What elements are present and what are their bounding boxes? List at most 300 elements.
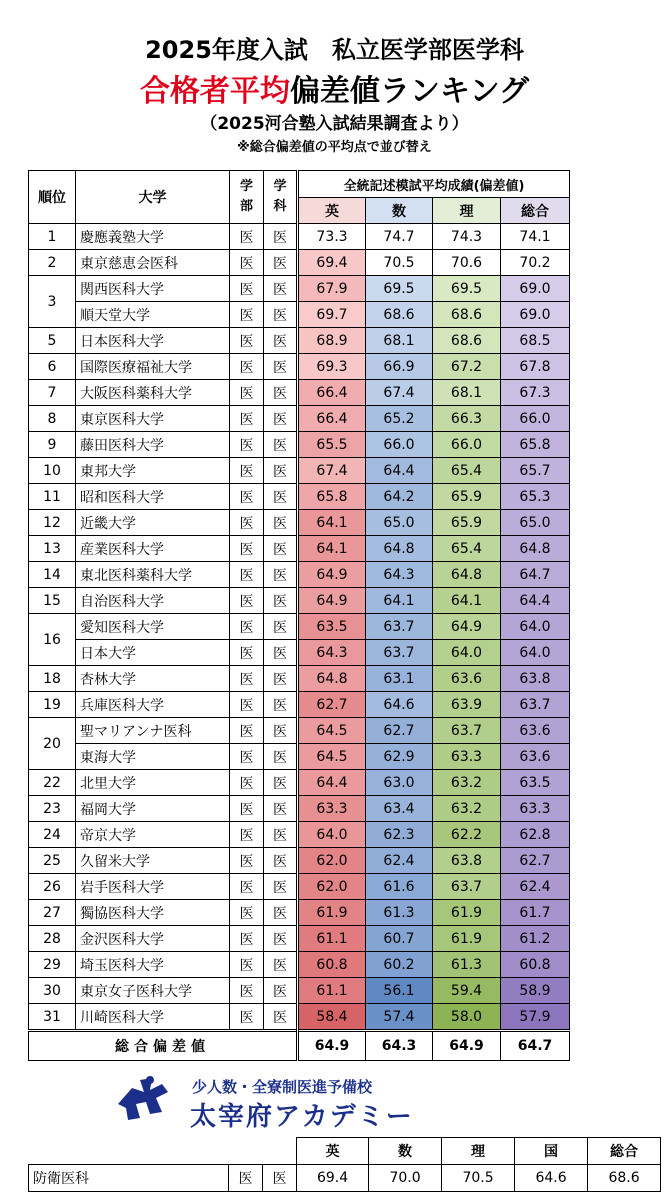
bottom-header-total: 総合 <box>588 1138 661 1165</box>
faculty-cell: 医 <box>230 250 264 276</box>
total-score-cell: 63.5 <box>501 770 570 796</box>
table-row <box>29 484 570 510</box>
science-score-cell: 61.9 <box>433 900 501 926</box>
faculty-cell: 医 <box>230 744 264 770</box>
math-score-cell: 64.1 <box>366 588 433 614</box>
math-score-cell: 66.9 <box>366 354 433 380</box>
department-cell: 医 <box>264 328 298 354</box>
department-cell: 医 <box>264 744 298 770</box>
science-score-cell: 63.3 <box>433 744 501 770</box>
department-cell: 医 <box>264 406 298 432</box>
science-score-cell: 62.2 <box>433 822 501 848</box>
department-cell: 医 <box>264 354 298 380</box>
university-cell: 東海大学 <box>76 744 230 770</box>
total-score-cell: 57.9 <box>501 1004 570 1031</box>
science-score-cell: 69.5 <box>433 276 501 302</box>
total-score-cell: 65.8 <box>501 432 570 458</box>
bottom-table <box>28 1137 661 1192</box>
english-score-cell: 63.3 <box>298 796 366 822</box>
department-cell: 医 <box>264 848 298 874</box>
title-line1: 2025年度入試 私立医学部医学科 <box>145 36 524 64</box>
department-cell: 医 <box>264 276 298 302</box>
math-score-cell: 62.7 <box>366 718 433 744</box>
english-score-cell: 64.0 <box>298 822 366 848</box>
table-row <box>29 302 570 328</box>
faculty-cell: 医 <box>230 874 264 900</box>
total-score-cell: 69.0 <box>501 302 570 328</box>
rank-cell: 12 <box>29 510 76 536</box>
science-score-cell: 63.2 <box>433 770 501 796</box>
faculty-cell: 医 <box>230 458 264 484</box>
title-black-part: 偏差値ランキング <box>289 74 530 109</box>
university-cell: 杏林大学 <box>76 666 230 692</box>
english-score-cell: 62.0 <box>298 874 366 900</box>
math-score-cell: 61.3 <box>366 900 433 926</box>
math-score-cell: 63.0 <box>366 770 433 796</box>
science-score-cell: 64.0 <box>433 640 501 666</box>
department-cell: 医 <box>264 796 298 822</box>
header-english: 英 <box>298 198 366 224</box>
department-cell: 医 <box>264 510 298 536</box>
university-cell: 日本大学 <box>76 640 230 666</box>
english-score-cell: 67.4 <box>298 458 366 484</box>
title-source: （2025河合塾入試結果調査より） <box>200 114 469 134</box>
english-score-cell: 66.4 <box>298 406 366 432</box>
total-score-cell: 58.9 <box>501 978 570 1004</box>
department-cell: 医 <box>264 588 298 614</box>
math-score-cell: 68.6 <box>366 302 433 328</box>
bottom-university: 防衛医科 <box>29 1165 229 1192</box>
math-score-cell: 56.1 <box>366 978 433 1004</box>
science-score-cell: 63.6 <box>433 666 501 692</box>
rank-cell: 28 <box>29 926 76 952</box>
english-score-cell: 65.5 <box>298 432 366 458</box>
academy-logo <box>110 1074 530 1132</box>
bottom-faculty: 医 <box>229 1165 263 1192</box>
total-score-cell: 64.8 <box>501 536 570 562</box>
english-score-cell: 61.9 <box>298 900 366 926</box>
department-cell: 医 <box>264 562 298 588</box>
header-faculty: 学 部 <box>230 171 264 224</box>
faculty-cell: 医 <box>230 978 264 1004</box>
department-cell: 医 <box>264 978 298 1004</box>
rank-cell: 23 <box>29 796 76 822</box>
university-cell: 川崎医科大学 <box>76 1004 230 1031</box>
table-row <box>29 250 570 276</box>
english-score-cell: 64.9 <box>298 588 366 614</box>
rank-cell: 10 <box>29 458 76 484</box>
department-cell: 医 <box>264 224 298 250</box>
header-scores: 全統記述模試平均成績(偏差値) <box>298 171 570 198</box>
english-score-cell: 64.1 <box>298 536 366 562</box>
table-row <box>29 822 570 848</box>
total-score-cell: 63.6 <box>501 744 570 770</box>
faculty-cell: 医 <box>230 822 264 848</box>
english-score-cell: 62.0 <box>298 848 366 874</box>
english-score-cell: 64.1 <box>298 510 366 536</box>
table-row <box>29 900 570 926</box>
math-score-cell: 63.7 <box>366 614 433 640</box>
faculty-cell: 医 <box>230 432 264 458</box>
university-cell: 東京医科大学 <box>76 406 230 432</box>
table-row <box>29 770 570 796</box>
university-cell: 近畿大学 <box>76 510 230 536</box>
faculty-cell: 医 <box>230 380 264 406</box>
total-score-cell: 61.7 <box>501 900 570 926</box>
university-cell: 久留米大学 <box>76 848 230 874</box>
header-science: 理 <box>433 198 501 224</box>
rank-cell: 26 <box>29 874 76 900</box>
faculty-cell: 医 <box>230 848 264 874</box>
faculty-cell: 医 <box>230 900 264 926</box>
math-score-cell: 62.9 <box>366 744 433 770</box>
rank-cell: 7 <box>29 380 76 406</box>
bottom-math: 70.0 <box>369 1165 442 1192</box>
header-total: 総合 <box>501 198 570 224</box>
english-score-cell: 64.5 <box>298 744 366 770</box>
math-score-cell: 70.5 <box>366 250 433 276</box>
department-cell: 医 <box>264 770 298 796</box>
table-row <box>29 848 570 874</box>
math-score-cell: 62.4 <box>366 848 433 874</box>
table-row <box>29 328 570 354</box>
faculty-cell: 医 <box>230 588 264 614</box>
total-score-cell: 68.5 <box>501 328 570 354</box>
math-score-cell: 61.6 <box>366 874 433 900</box>
table-row <box>29 224 570 250</box>
faculty-cell: 医 <box>230 354 264 380</box>
science-score-cell: 61.3 <box>433 952 501 978</box>
university-cell: 大阪医科薬科大学 <box>76 380 230 406</box>
math-score-cell: 63.4 <box>366 796 433 822</box>
university-cell: 藤田医科大学 <box>76 432 230 458</box>
total-score-cell: 63.3 <box>501 796 570 822</box>
total-score-cell: 64.4 <box>501 588 570 614</box>
math-score-cell: 67.4 <box>366 380 433 406</box>
science-score-cell: 65.9 <box>433 484 501 510</box>
title-red-part: 合格者平均 <box>139 74 290 109</box>
english-score-cell: 61.1 <box>298 978 366 1004</box>
total-score-cell: 67.3 <box>501 380 570 406</box>
science-score-cell: 64.1 <box>433 588 501 614</box>
science-score-cell: 63.7 <box>433 718 501 744</box>
faculty-cell: 医 <box>230 926 264 952</box>
total-score-cell: 63.8 <box>501 666 570 692</box>
rank-cell: 13 <box>29 536 76 562</box>
rank-cell: 15 <box>29 588 76 614</box>
science-score-cell: 70.6 <box>433 250 501 276</box>
university-cell: 帝京大学 <box>76 822 230 848</box>
faculty-cell: 医 <box>230 718 264 744</box>
science-score-cell: 65.4 <box>433 536 501 562</box>
math-score-cell: 66.0 <box>366 432 433 458</box>
math-score-cell: 63.7 <box>366 640 433 666</box>
rank-cell: 29 <box>29 952 76 978</box>
rank-cell: 19 <box>29 692 76 718</box>
math-score-cell: 64.2 <box>366 484 433 510</box>
rank-cell: 8 <box>29 406 76 432</box>
table-row <box>29 666 570 692</box>
department-cell: 医 <box>264 536 298 562</box>
math-score-cell: 74.7 <box>366 224 433 250</box>
footer-math: 64.3 <box>366 1031 433 1061</box>
english-score-cell: 67.9 <box>298 276 366 302</box>
total-score-cell: 64.7 <box>501 562 570 588</box>
department-cell: 医 <box>264 718 298 744</box>
footer-science: 64.9 <box>433 1031 501 1061</box>
university-cell: 自治医科大学 <box>76 588 230 614</box>
bottom-department: 医 <box>263 1165 297 1192</box>
math-score-cell: 65.0 <box>366 510 433 536</box>
science-score-cell: 61.9 <box>433 926 501 952</box>
university-cell: 福岡大学 <box>76 796 230 822</box>
table-row <box>29 276 570 302</box>
science-score-cell: 63.2 <box>433 796 501 822</box>
english-score-cell: 68.9 <box>298 328 366 354</box>
university-cell: 兵庫医科大学 <box>76 692 230 718</box>
sort-note: ※総合偏差値の平均点で並び替え <box>237 140 432 155</box>
table-row <box>29 536 570 562</box>
bottom-english: 69.4 <box>297 1165 369 1192</box>
rank-cell: 16 <box>29 614 76 666</box>
table-row <box>29 926 570 952</box>
science-score-cell: 65.9 <box>433 510 501 536</box>
department-cell: 医 <box>264 640 298 666</box>
math-score-cell: 64.8 <box>366 536 433 562</box>
science-score-cell: 65.4 <box>433 458 501 484</box>
science-score-cell: 63.9 <box>433 692 501 718</box>
faculty-cell: 医 <box>230 406 264 432</box>
university-cell: 日本医科大学 <box>76 328 230 354</box>
english-score-cell: 60.8 <box>298 952 366 978</box>
table-row <box>29 510 570 536</box>
rank-cell: 5 <box>29 328 76 354</box>
total-score-cell: 63.6 <box>501 718 570 744</box>
science-score-cell: 63.8 <box>433 848 501 874</box>
science-score-cell: 66.3 <box>433 406 501 432</box>
faculty-cell: 医 <box>230 614 264 640</box>
faculty-cell: 医 <box>230 224 264 250</box>
table-row <box>29 380 570 406</box>
table-row <box>29 458 570 484</box>
department-cell: 医 <box>264 692 298 718</box>
header-university: 大学 <box>76 171 230 224</box>
faculty-cell: 医 <box>230 276 264 302</box>
science-score-cell: 64.8 <box>433 562 501 588</box>
title-line2 <box>0 66 669 110</box>
university-cell: 岩手医科大学 <box>76 874 230 900</box>
science-score-cell: 58.0 <box>433 1004 501 1031</box>
faculty-cell: 医 <box>230 666 264 692</box>
faculty-cell: 医 <box>230 692 264 718</box>
table-row <box>29 588 570 614</box>
english-score-cell: 64.9 <box>298 562 366 588</box>
science-score-cell: 68.6 <box>433 328 501 354</box>
rank-cell: 14 <box>29 562 76 588</box>
total-score-cell: 60.8 <box>501 952 570 978</box>
total-score-cell: 69.0 <box>501 276 570 302</box>
math-score-cell: 64.6 <box>366 692 433 718</box>
bottom-header-japanese: 国 <box>515 1138 588 1165</box>
math-score-cell: 64.4 <box>366 458 433 484</box>
university-cell: 東邦大学 <box>76 458 230 484</box>
faculty-cell: 医 <box>230 562 264 588</box>
department-cell: 医 <box>264 1004 298 1031</box>
science-score-cell: 64.9 <box>433 614 501 640</box>
department-cell: 医 <box>264 822 298 848</box>
total-score-cell: 64.0 <box>501 640 570 666</box>
university-cell: 国際医療福祉大学 <box>76 354 230 380</box>
university-cell: 東北医科薬科大学 <box>76 562 230 588</box>
math-score-cell: 63.1 <box>366 666 433 692</box>
total-score-cell: 64.0 <box>501 614 570 640</box>
rank-cell: 31 <box>29 1004 76 1031</box>
rank-cell: 30 <box>29 978 76 1004</box>
math-score-cell: 64.3 <box>366 562 433 588</box>
science-score-cell: 74.3 <box>433 224 501 250</box>
total-score-cell: 66.0 <box>501 406 570 432</box>
faculty-cell: 医 <box>230 484 264 510</box>
faculty-cell: 医 <box>230 510 264 536</box>
science-score-cell: 68.1 <box>433 380 501 406</box>
rank-cell: 18 <box>29 666 76 692</box>
math-score-cell: 57.4 <box>366 1004 433 1031</box>
header-department: 学 科 <box>264 171 298 224</box>
table-row <box>29 744 570 770</box>
total-score-cell: 65.0 <box>501 510 570 536</box>
department-cell: 医 <box>264 614 298 640</box>
university-cell: 順天堂大学 <box>76 302 230 328</box>
department-cell: 医 <box>264 380 298 406</box>
university-cell: 昭和医科大学 <box>76 484 230 510</box>
total-score-cell: 65.7 <box>501 458 570 484</box>
university-cell: 獨協医科大学 <box>76 900 230 926</box>
faculty-cell: 医 <box>230 328 264 354</box>
university-cell: 聖マリアンナ医科 <box>76 718 230 744</box>
rank-cell: 24 <box>29 822 76 848</box>
rank-cell: 20 <box>29 718 76 770</box>
math-score-cell: 60.2 <box>366 952 433 978</box>
university-cell: 関西医科大学 <box>76 276 230 302</box>
department-cell: 医 <box>264 250 298 276</box>
bottom-total: 68.6 <box>588 1165 661 1192</box>
department-cell: 医 <box>264 432 298 458</box>
total-score-cell: 74.1 <box>501 224 570 250</box>
rank-cell: 9 <box>29 432 76 458</box>
ranking-table <box>28 170 570 1061</box>
logo-subtitle: 少人数・全寮制医進予備校 <box>192 1078 373 1096</box>
bottom-header-english: 英 <box>297 1138 369 1165</box>
bottom-science: 70.5 <box>442 1165 515 1192</box>
rank-cell: 2 <box>29 250 76 276</box>
faculty-cell: 医 <box>230 952 264 978</box>
table-row <box>29 354 570 380</box>
rank-cell: 11 <box>29 484 76 510</box>
english-score-cell: 66.4 <box>298 380 366 406</box>
university-cell: 北里大学 <box>76 770 230 796</box>
university-cell: 愛知医科大学 <box>76 614 230 640</box>
table-row <box>29 640 570 666</box>
table-row <box>29 718 570 744</box>
math-score-cell: 65.2 <box>366 406 433 432</box>
department-cell: 医 <box>264 952 298 978</box>
english-score-cell: 64.5 <box>298 718 366 744</box>
total-score-cell: 62.4 <box>501 874 570 900</box>
faculty-cell: 医 <box>230 1004 264 1031</box>
english-score-cell: 69.3 <box>298 354 366 380</box>
rank-cell: 25 <box>29 848 76 874</box>
department-cell: 医 <box>264 458 298 484</box>
bottom-blank <box>29 1138 297 1165</box>
english-score-cell: 64.8 <box>298 666 366 692</box>
english-score-cell: 64.3 <box>298 640 366 666</box>
math-score-cell: 68.1 <box>366 328 433 354</box>
total-score-cell: 63.7 <box>501 692 570 718</box>
table-row <box>29 692 570 718</box>
department-cell: 医 <box>264 666 298 692</box>
english-score-cell: 65.8 <box>298 484 366 510</box>
rank-cell: 1 <box>29 224 76 250</box>
table-row <box>29 1004 570 1031</box>
math-score-cell: 69.5 <box>366 276 433 302</box>
faculty-cell: 医 <box>230 770 264 796</box>
university-cell: 金沢医科大学 <box>76 926 230 952</box>
faculty-cell: 医 <box>230 536 264 562</box>
table-row <box>29 796 570 822</box>
english-score-cell: 63.5 <box>298 614 366 640</box>
faculty-cell: 医 <box>230 302 264 328</box>
header-math: 数 <box>366 198 433 224</box>
total-score-cell: 61.2 <box>501 926 570 952</box>
table-row <box>29 562 570 588</box>
faculty-cell: 医 <box>230 796 264 822</box>
rank-cell: 3 <box>29 276 76 328</box>
faculty-cell: 医 <box>230 640 264 666</box>
department-cell: 医 <box>264 484 298 510</box>
english-score-cell: 69.4 <box>298 250 366 276</box>
department-cell: 医 <box>264 900 298 926</box>
university-cell: 東京女子医科大学 <box>76 978 230 1004</box>
english-score-cell: 58.4 <box>298 1004 366 1031</box>
footer-total: 64.7 <box>501 1031 570 1061</box>
table-row <box>29 614 570 640</box>
table-row <box>29 952 570 978</box>
logo-name: 太宰府アカデミー <box>190 1102 414 1132</box>
english-score-cell: 73.3 <box>298 224 366 250</box>
english-score-cell: 61.1 <box>298 926 366 952</box>
total-score-cell: 70.2 <box>501 250 570 276</box>
bottom-japanese: 64.6 <box>515 1165 588 1192</box>
department-cell: 医 <box>264 874 298 900</box>
science-score-cell: 68.6 <box>433 302 501 328</box>
math-score-cell: 62.3 <box>366 822 433 848</box>
science-score-cell: 63.7 <box>433 874 501 900</box>
table-row <box>29 406 570 432</box>
department-cell: 医 <box>264 302 298 328</box>
total-score-cell: 65.3 <box>501 484 570 510</box>
english-score-cell: 62.7 <box>298 692 366 718</box>
science-score-cell: 66.0 <box>433 432 501 458</box>
footer-english: 64.9 <box>298 1031 366 1061</box>
university-cell: 埼玉医科大学 <box>76 952 230 978</box>
math-score-cell: 60.7 <box>366 926 433 952</box>
total-score-cell: 62.7 <box>501 848 570 874</box>
rank-cell: 22 <box>29 770 76 796</box>
running-figure-logo-icon <box>110 1074 180 1124</box>
table-row <box>29 978 570 1004</box>
university-cell: 東京慈恵会医科 <box>76 250 230 276</box>
bottom-header-math: 数 <box>369 1138 442 1165</box>
